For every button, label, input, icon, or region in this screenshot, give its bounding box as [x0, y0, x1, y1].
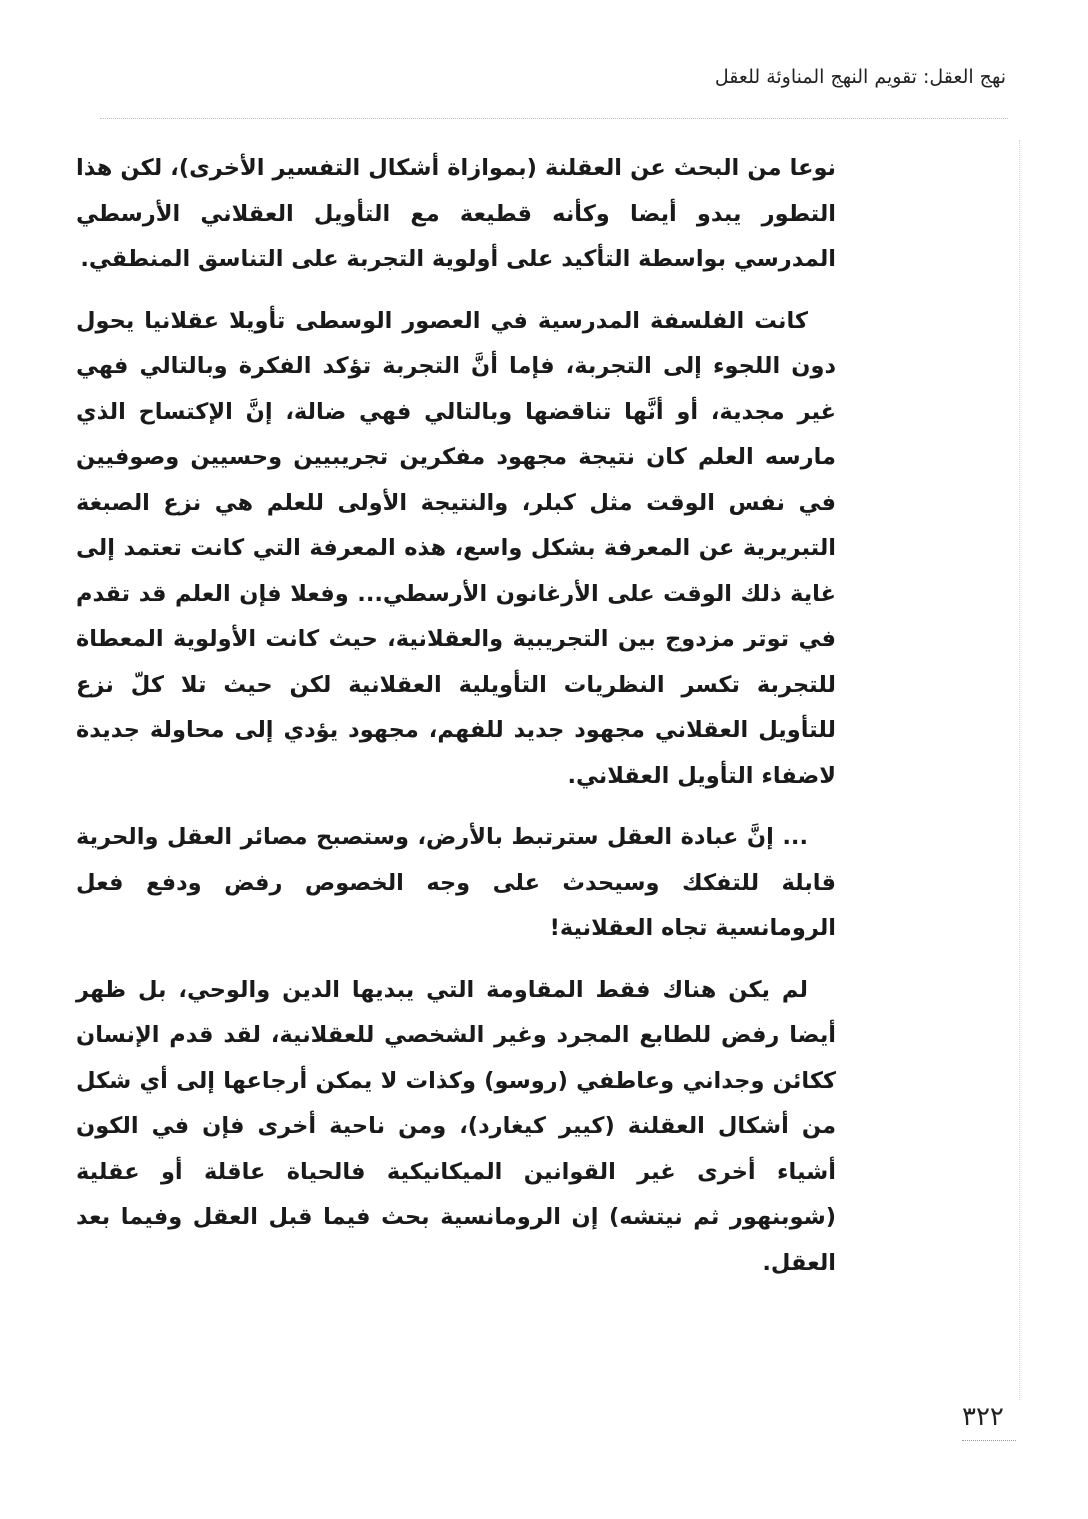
- footer-divider: [962, 1440, 1016, 1441]
- margin-rule: [1019, 140, 1020, 1400]
- running-header: نهج العقل: تقويم النهج المناوئة للعقل: [714, 66, 1006, 88]
- page-number: ٣٢٢: [962, 1402, 1004, 1432]
- paragraph-4: لم يكن هناك فقط المقاومة التي يبديها الدين والوحي، بل ظهر أيضا رفض للطابع المجرد وغير الشخصي للعقلانية، لقد قدم الإنسان ككائن وجداني وعاطفي (روسو) وكذات لا يمكن أرجاعها إلى أي شكل من أشكال العقلنة (كيير كيغارد)، ومن ناحية أخرى فإن في الكون أشياء أخرى غير القوانين الميكانيكية فالحياة عاقلة أو عقلية (شوبنهور ثم نيتشه) إن الرومانسية بحث فيما قبل العقل وفيما بعد العقل.: [76, 976, 836, 1276]
- paragraph-3: ... إنَّ عبادة العقل سترتبط بالأرض، وستصبح مصائر العقل والحرية قابلة للتفكك وسيحدث على وجه الخصوص رفض ودفع فعل الرومانسية تجاه العقلانية!: [76, 824, 836, 941]
- paragraph-2: كانت الفلسفة المدرسية في العصور الوسطى تأويلا عقلانيا يحول دون اللجوء إلى التجربة، فإما أنَّ التجربة تؤكد الفكرة وبالتالي فهي غير مجدية، أو أنَّها تناقضها وبالتالي فهي ضالة، إنَّ الإكتساح الذي مارسه العلم كان نتيجة مجهود مفكرين تجريبيين وحسيين وصوفيين في نفس الوقت مثل كبلر، والنتيجة الأولى للعلم هي نزع الصبغة التبريرية عن المعرفة بشكل واسع، هذه المعرفة التي كانت تعتمد إلى غاية ذلك الوقت على الأرغانون الأرسطي... وفعلا فإن العلم قد تقدم في توتر مزدوج بين التجريبية والعقلانية، حيث كانت الأولوية المعطاة للتجربة تكسر النظريات التأويلية العقلانية لكن حيث تلا كلّ نزع للتأويل العقلاني مجهود جديد للفهم، مجهود يؤدي إلى محاولة جديدة لاضفاء التأويل العقلاني.: [76, 307, 836, 789]
- page-body: [76, 146, 836, 1302]
- header-divider: [100, 118, 1008, 119]
- paragraph-1: نوعا من البحث عن العقلنة (بموازاة أشكال التفسير الأخرى)، لكن هذا التطور يبدو أيضا وكأنه قطيعة مع التأويل العقلاني الأرسطي المدرسي بواسطة التأكيد على أولوية التجربة على التناسق المنطقي.: [76, 155, 836, 272]
